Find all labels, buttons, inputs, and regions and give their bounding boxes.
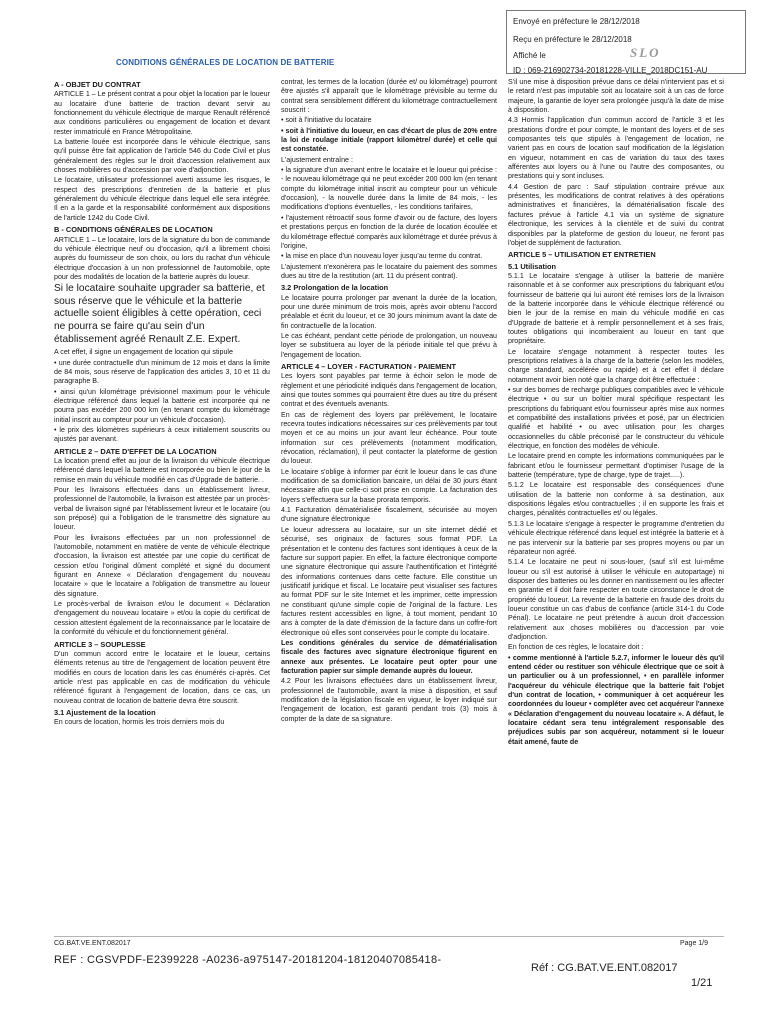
paragraph: • une durée contractuelle d'un minimum de 12 mois et dans la limite de 84 mois, sous réserve de l'application des articles 3, 10 et 11 du paragraphe B. — [54, 358, 270, 386]
paragraph: • la mise en place d'un nouveau loyer jusqu'au terme du contrat. — [281, 252, 483, 261]
paragraph: La location prend effet au jour de la livraison du véhicule électrique référencé dans lequel la batterie est incorporée ou bien le jour de la remise en main du véhicule modifié en cas d'Upgrade de batterie. . — [54, 456, 270, 484]
paragraph: D'un commun accord entre le locataire et le loueur, certains éléments retenus au titre de l'engagement de location peuvent être modifiés en cours de location dans les cas énumérés ci-après. Cet article n'est pas applicable en cas de modification du véhicule référencé figurant à l'engagement de location, dans ce cas, un nouveau contrat de location de batterie devra être souscrit. — [54, 649, 270, 705]
paragraph: 5.1.3 Le locataire s'engage à respecter le programme d'entretien du véhicule électrique référencé dans lequel est intégrée la batterie et à ne pas intervenir sur la batterie par ses propres moyens ou par un réparateur non agréé. — [508, 519, 724, 556]
prefecture-stamp — [506, 10, 746, 74]
section-heading: B - CONDITIONS GÉNÉRALES DE LOCATION — [54, 225, 213, 235]
bottom-reference: REF : CGSVPDF-E2399228 -A0236-a975147-20181204-18120407085418- — [54, 954, 442, 966]
paragraph: Le locataire pourra prolonger par avenant la durée de la location, pour une durée minimum de trois mois, après avoir obtenu l'accord préalable et écrit du loueur, et ce 30 jours minimum avant la date de fin contractuelle de la location. — [281, 293, 497, 330]
stamp-sent: Envoyé en préfecture le 28/12/2018 — [513, 17, 640, 26]
paragraph: A cet effet, il signe un engagement de location qui stipule — [54, 348, 233, 357]
stamp-id: ID : 069-216902734-20181228-VILLE_2018DC151-AU — [513, 66, 708, 75]
subsection-heading: 3.2 Prolongation de la location — [281, 283, 389, 293]
stamp-received: Reçu en préfecture le 28/12/2018 — [513, 35, 632, 44]
paragraph: ARTICLE 1 – Le présent contrat a pour objet la location par le loueur au locataire d'une batterie de traction devant servir au fonctionnement du véhicule électrique de marque Renault référencé aux conditions particulières ou engagement de location et devant rester immatriculé en France Métropolitaine. — [54, 90, 270, 136]
paragraph: S'il une mise à disposition prévue dans ce délai n'intervient pas et si le retard n'est pas imputable soit au locataire soit à un cas de force majeure, la garantie de loyer sera prolongée jusqu'à la date de mise à disposition. — [508, 78, 724, 115]
column-2 — [281, 78, 497, 926]
stamp-posted: Affiché le — [513, 51, 546, 60]
paragraph: contrat, les termes de la location (durée et/ ou kilométrage) pourront être ajustés s'il apparaît que le kilométrage prévisible au terme du contrat sera sensiblement différent du kilométrage contractuellement souscrit : — [281, 78, 497, 115]
paragraph: 4.3 Hormis l'application d'un commun accord de l'article 3 et les prestations d'ordre et pour compte, le montant des loyers et de ses composantes tels que stipulés à l'engagement de location, ne varient pas en cours de location sauf modification de la législation en vigueur, notamment en cas de variation du taux des taxes afférentes aux loyers ou à l'une ou l'autre des composantes, ou prestations qui y sont incluses. — [508, 116, 724, 181]
paragraph: 4.1 Facturation dématérialisée fiscalement, sécurisée au moyen d'une signature électronique — [281, 506, 497, 524]
column-3 — [508, 78, 724, 926]
paragraph: 5.1.2 Le locataire est responsable des conséquences d'une utilisation de la batterie non conforme à sa destination, aux dispositions légales et/ou contractuelles ; il en supporte les frais et charges, pénalités contractuelles et/ ou légales. — [508, 481, 724, 518]
paragraph: • soit à l'initiative du locataire — [281, 116, 372, 125]
paragraph: La batterie louée est incorporée dans le véhicule électrique, sans qu'il puisse être fait application de l'article 546 du Code Civil et plus généralement des règles sur le droit d'accession relativement aux choses mobilières ou d'accession par voie d'adjonction. — [54, 138, 270, 175]
paragraph: • sur des bornes de recharge publiques compatibles avec le véhicule électrique • ou sur un boîtier mural spécifique respectant les prescriptions du fabriquant et/ou fournisseur après mise aux normes et compatibilité des installations privées et posé, par un électricien qualifié et habilité • ou avec utilisation pour les charges occasionnelles du câble préconisé par le constructeur du véhicule électrique, en fonction des modèles de véhicule. — [508, 386, 724, 451]
footer-reference: CG.BAT.VE.ENT.082017 — [54, 940, 131, 947]
paragraph: • soit à l'initiative du loueur, en cas d'écart de plus de 20% entre la loi de roulage initiale (rapport kilomètre/ durée) et celle qui est constatée. — [281, 126, 497, 154]
paragraph: Les loyers sont payables par terme à échoir selon le mode de règlement et une périodicité indiqués dans l'engagement de location, ainsi que toutes sommes qui pourraient être dues au titre du présent contrat et des éventuels avenants. — [281, 372, 497, 409]
subsection-heading: 5.1 Utilisation — [508, 261, 557, 271]
paragraph: En cas de règlement des loyers par prélèvement, le locataire recevra toutes indications nécessaires sur ces prélèvements par tout moyen et ce au moins un jour avant leur échéance. Pour toute information sur ces prélèvements (notamment modification, révocation, réclamation), il peut contacter la plateforme de gestion du loueur. — [281, 410, 497, 466]
paragraph: Le locataire, utilisateur professionnel averti assume les risques, le respect des prescriptions d'entretien de la batterie et plus généralement du véhicule électrique dans lequel elle sera intégrée. Il en a la garde et la responsabilité conformément aux dispositions de l'article 1242 du Code Civil. — [54, 176, 270, 222]
footer-page-number: Page 1/9 — [680, 940, 709, 947]
paragraph: Pour les livraisons effectuées dans un établissement livreur, professionnel de l'automobile, la livraison est attestée par un procès-verbal de livraison signé par l'établissement livreur et le locataire (ou son préposé) qui a l'obligation de le transmettre dès signature au loueur. — [54, 486, 270, 532]
paragraph: 4.2 Pour les livraisons effectuées dans un établissement livreur, professionnel de l'automobile, avant la mise à disposition, et sauf modification de la législation fiscale en vigueur, le loyer indiqué sur l'engagement de location, est garanti pendant trois (3) mois à compter de la date de sa signature. — [281, 677, 497, 723]
paragraph: L'ajustement entraîne : — [281, 155, 353, 164]
paragraph: • le prix des kilomètres supérieurs à ceux initialement souscrits ou ajustés par avenant. — [54, 425, 270, 444]
upgrade-notice: Si le locataire souhaite upgrader sa batterie, et sous réserve que le véhicule et la batterie actuelle soient éligibles à cette opération, ceci ne pourra se faire qu'au sein d'un établissement agréé Renault Z.E. Expert. — [54, 283, 265, 345]
column-1 — [54, 78, 270, 926]
bottom-page-number: 1/21 — [691, 977, 713, 989]
paragraph: • comme mentionné à l'article 5.2.7, informer le loueur dès qu'il entend céder ou restituer son véhicule électrique que ce soit à un particulier ou à un professionnel, • en parallèle informer l'acquéreur du véhicule électrique que la batterie fait l'objet d'un contrat de location, • communiquer à cet acquéreur les coordonnées du loueur • compléter avec cet acquéreur l'annexe « Déclaration d'engagement du nouveau locataire ». A défaut, le locataire cédant sera tenu intégralement responsable des préjudices subis par son acquéreur, notamment si le loueur était amené, faute de — [508, 653, 724, 746]
document-title: CONDITIONS GÉNÉRALES DE LOCATION DE BATTERIE — [116, 58, 335, 67]
paragraph: • l'ajustement rétroactif sous forme d'avoir ou de facture, des loyers et prestations perçus en fonction de la durée de location écoulée et du kilométrage effectué comparés aux kilométrage et durée prévus à l'origine, — [281, 213, 497, 250]
brand-logo: SLO — [630, 45, 661, 60]
article-heading: ARTICLE 2 – DATE D'EFFET DE LA LOCATION — [54, 446, 217, 456]
paragraph: Le loueur adressera au locataire, sur un site internet dédié et sécurisé, ses originaux de factures sous format PDF. La présentation et le contenu des factures sont identiques à ceux de la facture sur support papier. En effet, la facture électronique comporte une signature électronique qui assure l'authentification et l'intégrité des informations contenues dans cette facture. Elle constitue un justificatif juridique et fiscal. Le locataire peut visualiser ses factures au format PDF sur le site Internet et les imprimer, cette impression ne constituant qu'une simple copie de l'original de la facture. Les factures restent accessibles en ligne, à tout moment, pendant 10 ans à compter de la date d'émission de la facture dans un coffre-fort électronique où elles sont conservées pour le compte du locataire. — [281, 525, 497, 637]
article-heading: ARTICLE 5 – UTILISATION ET ENTRETIEN — [508, 250, 656, 260]
subsection-heading: 3.1 Ajustement de la location — [54, 707, 156, 717]
article-heading: ARTICLE 4 – LOYER - FACTURATION - PAIEMENT — [281, 361, 457, 371]
paragraph: • la signature d'un avenant entre le locataire et le loueur qui précise : - le nouveau kilométrage qui ne peut excéder 200 000 km (en tenant compte du kilométrage initial inscrit au compteur pour un véhicule d'occasion), - la nouvelle durée dans la limite de 84 mois, - les modifications d'options éventuelles, - les conditions tarifaires, — [281, 166, 497, 212]
paragraph: En fonction de ces règles, le locataire doit : — [508, 643, 644, 652]
paragraph: Le cas échéant, pendant cette période de prolongation, un nouveau loyer se substituera au loyer de la période initiale tel que prévu à l'engagement de location. — [281, 331, 497, 359]
footer-divider — [54, 936, 724, 937]
bottom-reference-2: Réf : CG.BAT.VE.ENT.082017 — [531, 962, 678, 974]
paragraph: L'ajustement n'exonèrera pas le locataire du paiement des sommes dues au titre de la restitution (art. 11 du présent contrat). — [281, 262, 497, 280]
paragraph: • ainsi qu'un kilométrage prévisionnel maximum pour le véhicule électrique référencé dans lequel la batterie est incorporée qui ne pourra pas excéder 200 000 km (en tenant compte du kilométrage initial inscrit au compteur pour un véhicule d'occasion). — [54, 387, 270, 424]
paragraph: 5.1.4 Le locataire ne peut ni sous-louer, (sauf s'il est lui-même loueur ou s'il est autorisé à utiliser le véhicule en autopartage) ni disposer des batteries ou les donner en nantissement ou les affecter en garantie et il doit faire respecter en toute circonstance le droit de propriété du loueur. La revente de la batterie en fraude des droits du loueur constitue un cas d'abus de confiance (article 314-1 du Code Pénal). Le locataire ne peut prétendre à aucun droit d'accession relativement aux choses mobilières ou d'accession par voie d'adjonction. — [508, 558, 724, 641]
paragraph: ARTICLE 1 – Le locataire, lors de la signature du bon de commande du véhicule électrique neuf ou d'occasion, qu'il a librement choisi auprès du fournisseur de son choix, ou lors du rachat d'un véhicule électrique d'occasion à un non professionnel de l'automobile, opte pour des modalités de location de la batterie auprès du loueur. — [54, 235, 270, 281]
paragraph: 5.1.1 Le locataire s'engage à utiliser la batterie de manière raisonnable et à se conformer aux prescriptions du fabriquant et/ou fournisseur de batterie qui lui auront été remises lors de la livraison de la batterie incorporée dans le véhicule électrique référencé ou bien le jour de la remise en main du véhicule modifié en cas d'Upgrade de batterie et à remplir personnellement et à ses frais, toutes obligations qui incomberaient au loueur en tant que propriétaire. — [508, 271, 724, 346]
paragraph: Le procès-verbal de livraison et/ou le document « Déclaration d'engagement du nouveau locataire » et/ou la copie du certificat de cession attestent également de la reconnaissance par le locataire de la conformité du véhicule et du fonctionnement général. — [54, 600, 270, 637]
paragraph: Pour les livraisons effectuées par un non professionnel de l'automobile, notamment en matière de vente de véhicule électrique d'occasion, la livraison est attestée par une copie du certificat de cession et/ou l'original dûment complété et signé du document figurant en Annexe « Déclaration d'engagement du nouveau locataire » que le locataire a l'obligation de transmettre au loueur dès signature. — [54, 533, 270, 598]
paragraph: Les conditions générales du service de dématérialisation fiscale des factures avec signature électronique figurent en annexe aux présentes. Le locataire peut opter pour une facturation papier sur simple demande auprès du loueur. — [281, 638, 497, 675]
paragraph: En cours de location, hormis les trois derniers mois du — [54, 718, 225, 727]
article-heading: ARTICLE 3 – SOUPLESSE — [54, 639, 146, 649]
paragraph: Le locataire s'oblige à informer par écrit le loueur dans le cas d'une modification de sa domiciliation bancaire, un délai de 30 jours étant nécessaire afin que celle-ci soit prise en compte. La facturation des loyers s'effectuera sur la base prorata temporis. — [281, 467, 497, 504]
paragraph: Le locataire s'engage notamment à respecter toutes les prescriptions relatives à la charge de la batterie (selon les modèles, charge standard, accélérée ou rapide) et à cet effet il déclare notamment avoir bien noté que la charge doit être effectuée : — [508, 347, 724, 384]
section-heading: A - OBJET DU CONTRAT — [54, 80, 141, 89]
paragraph: 4.4 Gestion de parc : Sauf stipulation contraire prévue aux présentes, les modifications de contrat relatives à des opérations administratives et financières, la dématérialisation fiscale des factures prévue à l'article 4.1 via un système de signature électronique, les services à la clientèle et de suivi du contrat disponibles par la plateforme de gestion du loueur, ne feront pas l'objet de supplément de facturation. — [508, 182, 724, 247]
paragraph: Le locataire prend en compte les informations communiquées par le fabricant et/ou le fournisseur permettant d'optimiser l'usage de la batterie (température, type de charge, type de trajet.....). — [508, 452, 724, 480]
